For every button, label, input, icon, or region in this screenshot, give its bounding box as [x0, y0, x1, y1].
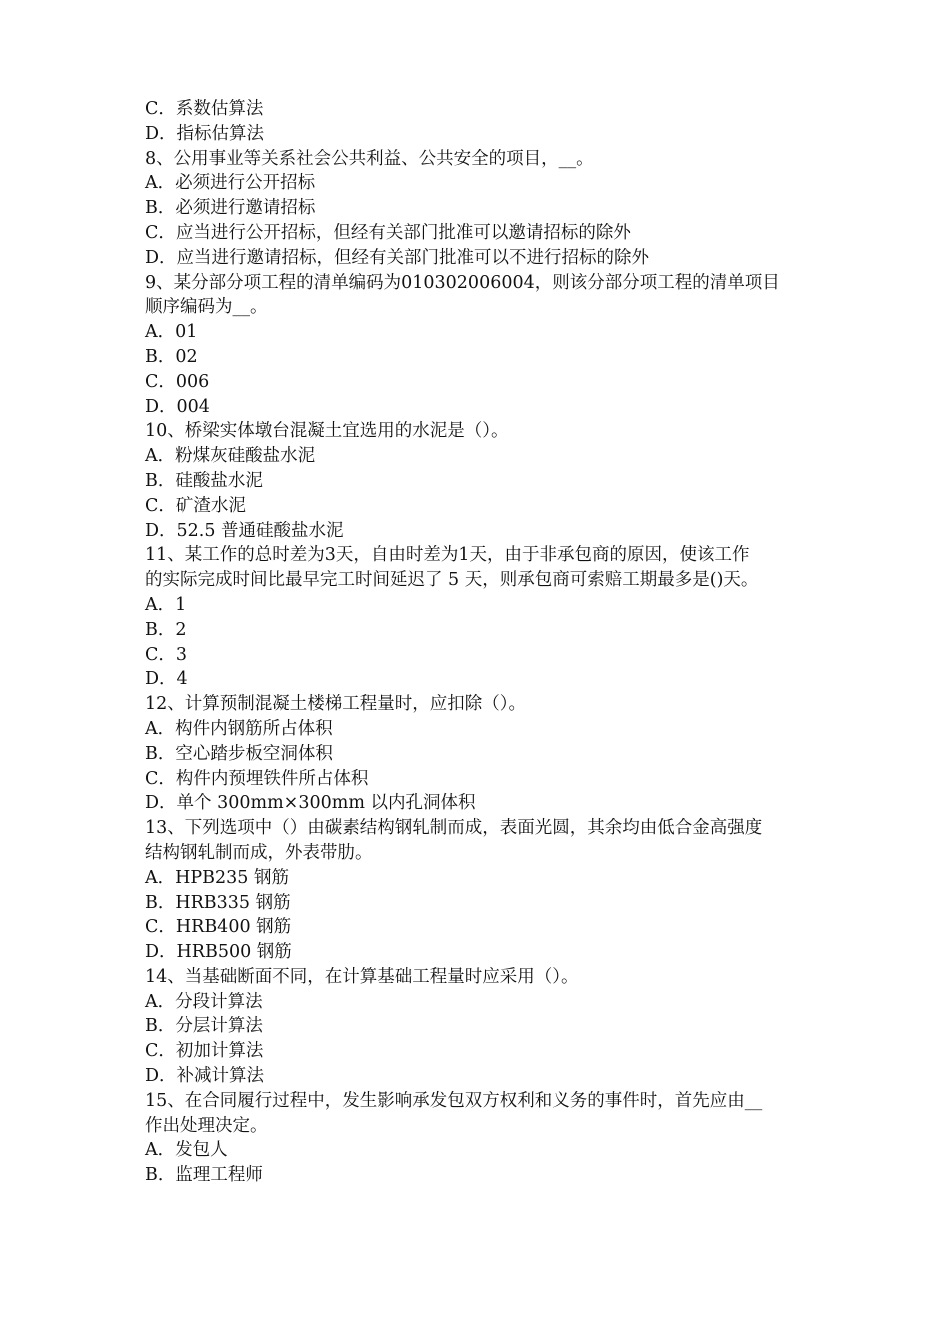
option-line: D．应当进行邀请招标，但经有关部门批准可以不进行招标的除外 — [145, 247, 650, 268]
question-line: 13、下列选项中（）由碳素结构钢轧制而成，表面光圆，其余均由低合金高强度 — [145, 818, 763, 839]
question-line: 12、计算预制混凝土楼梯工程量时，应扣除（）。 — [145, 694, 527, 715]
option-line: C．3 — [145, 644, 188, 665]
option-line: C．构件内预埋铁件所占体积 — [145, 768, 369, 789]
question-line: 顺序编码为__。 — [145, 297, 268, 318]
option-line: A．HPB235 钢筋 — [145, 867, 289, 888]
option-line: A．粉煤灰硅酸盐水泥 — [145, 446, 316, 467]
option-line: B．空心踏步板空洞体积 — [145, 743, 333, 764]
option-line: C．应当进行公开招标，但经有关部门批准可以邀请招标的除外 — [145, 222, 631, 243]
option-line: B．02 — [145, 346, 198, 367]
option-line: D．单个 300mm×300mm 以内孔洞体积 — [145, 793, 476, 814]
option-line: B．监理工程师 — [145, 1165, 263, 1186]
option-line: D．4 — [145, 669, 188, 690]
option-line: B．分层计算法 — [145, 1016, 263, 1037]
option-line: B．必须进行邀请招标 — [145, 198, 316, 219]
question-line: 结构钢轧制而成，外表带肋。 — [145, 842, 373, 863]
question-line: 10、桥梁实体墩台混凝土宜选用的水泥是（）。 — [145, 421, 509, 442]
option-line: C．HRB400 钢筋 — [145, 917, 292, 938]
option-line: D．指标估算法 — [145, 123, 265, 144]
option-line: C．矿渣水泥 — [145, 495, 246, 516]
option-line: B．HRB335 钢筋 — [145, 892, 291, 913]
question-line: 8、公用事业等关系社会公共利益、公共安全的项目，__。 — [145, 148, 594, 169]
option-line: D．HRB500 钢筋 — [145, 942, 292, 963]
option-line: C．006 — [145, 371, 210, 392]
option-line: C．系数估算法 — [145, 99, 264, 119]
question-line: 11、某工作的总时差为3天，自由时差为1天，由于非承包商的原因，使该工作 — [145, 545, 750, 566]
option-line: A．01 — [145, 322, 198, 343]
option-line: A．1 — [145, 594, 187, 615]
option-line: D．补减计算法 — [145, 1066, 265, 1087]
question-line: 的实际完成时间比最早完工时间延迟了 5 天，则承包商可索赔工期最多是()天。 — [145, 570, 759, 591]
question-line: 15、在合同履行过程中，发生影响承发包双方权利和义务的事件时，首先应由__ — [145, 1090, 763, 1111]
option-line: A．构件内钢筋所占体积 — [145, 718, 333, 739]
option-line: B．硅酸盐水泥 — [145, 470, 263, 491]
option-line: D．52.5 普通硅酸盐水泥 — [145, 520, 344, 541]
option-line: A．必须进行公开招标 — [145, 173, 316, 194]
option-line: C．初加计算法 — [145, 1041, 264, 1062]
option-line: A．发包人 — [145, 1140, 228, 1161]
option-line: B．2 — [145, 619, 187, 640]
option-line: A．分段计算法 — [145, 991, 263, 1012]
option-line: D．004 — [145, 396, 210, 417]
question-line: 14、当基础断面不同，在计算基础工程量时应采用（）。 — [145, 966, 579, 987]
document-page — [145, 97, 820, 1188]
question-line: 9、某分部分项工程的清单编码为010302006004，则该分部分项工程的清单项目 — [145, 272, 780, 293]
question-line: 作出处理决定。 — [145, 1115, 268, 1136]
